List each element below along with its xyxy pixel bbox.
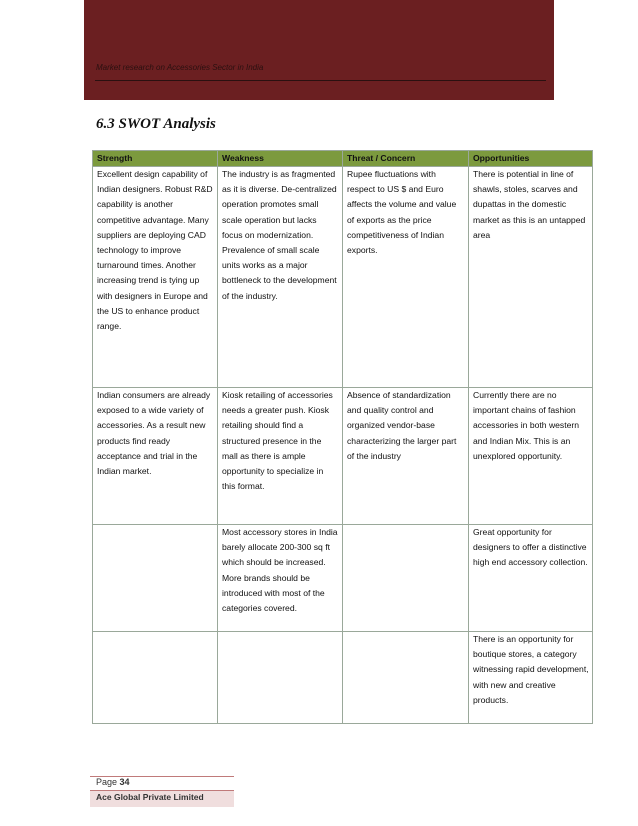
company-name: Ace Global Private Limited [96,792,204,802]
header-opportunities: Opportunities [469,151,593,167]
section-title: 6.3 SWOT Analysis [96,116,216,132]
table-row [93,388,593,525]
table-cell: Absence of standardization and quality control and organized vendor-base characterizing the larger part of the industry [343,388,469,525]
table-cell: The industry is as fragmented as it is diverse. De-centralized operation promotes small scale operation but lacks focus on modernization. Prevalence of small scale units works as a major bottleneck to the development of the industry. [218,167,343,388]
table-cell [343,525,469,632]
header-weakness: Weakness [218,151,343,167]
table-cell: Great opportunity for designers to offer a distinctive high end accessory collection. [469,525,593,632]
running-header-title: Market research on Accessories Sector in India [96,63,264,72]
table-cell: There is an opportunity for boutique stores, a category witnessing rapid development, with new and creative products. [469,632,593,724]
table-header-row [93,151,593,167]
table-cell [218,632,343,724]
page-number-value: 34 [119,777,130,787]
table-cell: Excellent design capability of Indian designers. Robust R&D capability is another competitive advantage. Many suppliers are deploying CAD technology to improve turnaround times. Another increasing trend is tying up with designers in Europe and the US to enhance product range. [93,167,218,388]
table-cell: There is potential in line of shawls, stoles, scarves and dupattas in the domestic market as this is an untapped area [469,167,593,388]
page-number [96,777,130,787]
table-cell: Kiosk retailing of accessories needs a greater push. Kiosk retailing should find a structured presence in the mall as there is ample opportunity to specialize in this format. [218,388,343,525]
header-rule [95,80,546,81]
header-threat: Threat / Concern [343,151,469,167]
table-cell [93,525,218,632]
table-row [93,525,593,632]
table-cell: Indian consumers are already exposed to a wide variety of accessories. As a result new products find ready acceptance and trial in the Indian market. [93,388,218,525]
page-label: Page [96,777,118,787]
table-row [93,632,593,724]
table-cell [343,632,469,724]
table-cell [93,632,218,724]
table-row [93,167,593,388]
header-band [84,0,554,100]
table-cell: Most accessory stores in India barely allocate 200-300 sq ft which should be increased. More brands should be introduced with most of the categories covered. [218,525,343,632]
swot-table [92,150,593,724]
header-strength: Strength [93,151,218,167]
table-cell: Rupee fluctuations with respect to US $ and Euro affects the volume and value of exports as the price competitiveness of Indian exports. [343,167,469,388]
table-cell: Currently there are no important chains of fashion accessories in both western and Indian Mix. This is an unexplored opportunity. [469,388,593,525]
